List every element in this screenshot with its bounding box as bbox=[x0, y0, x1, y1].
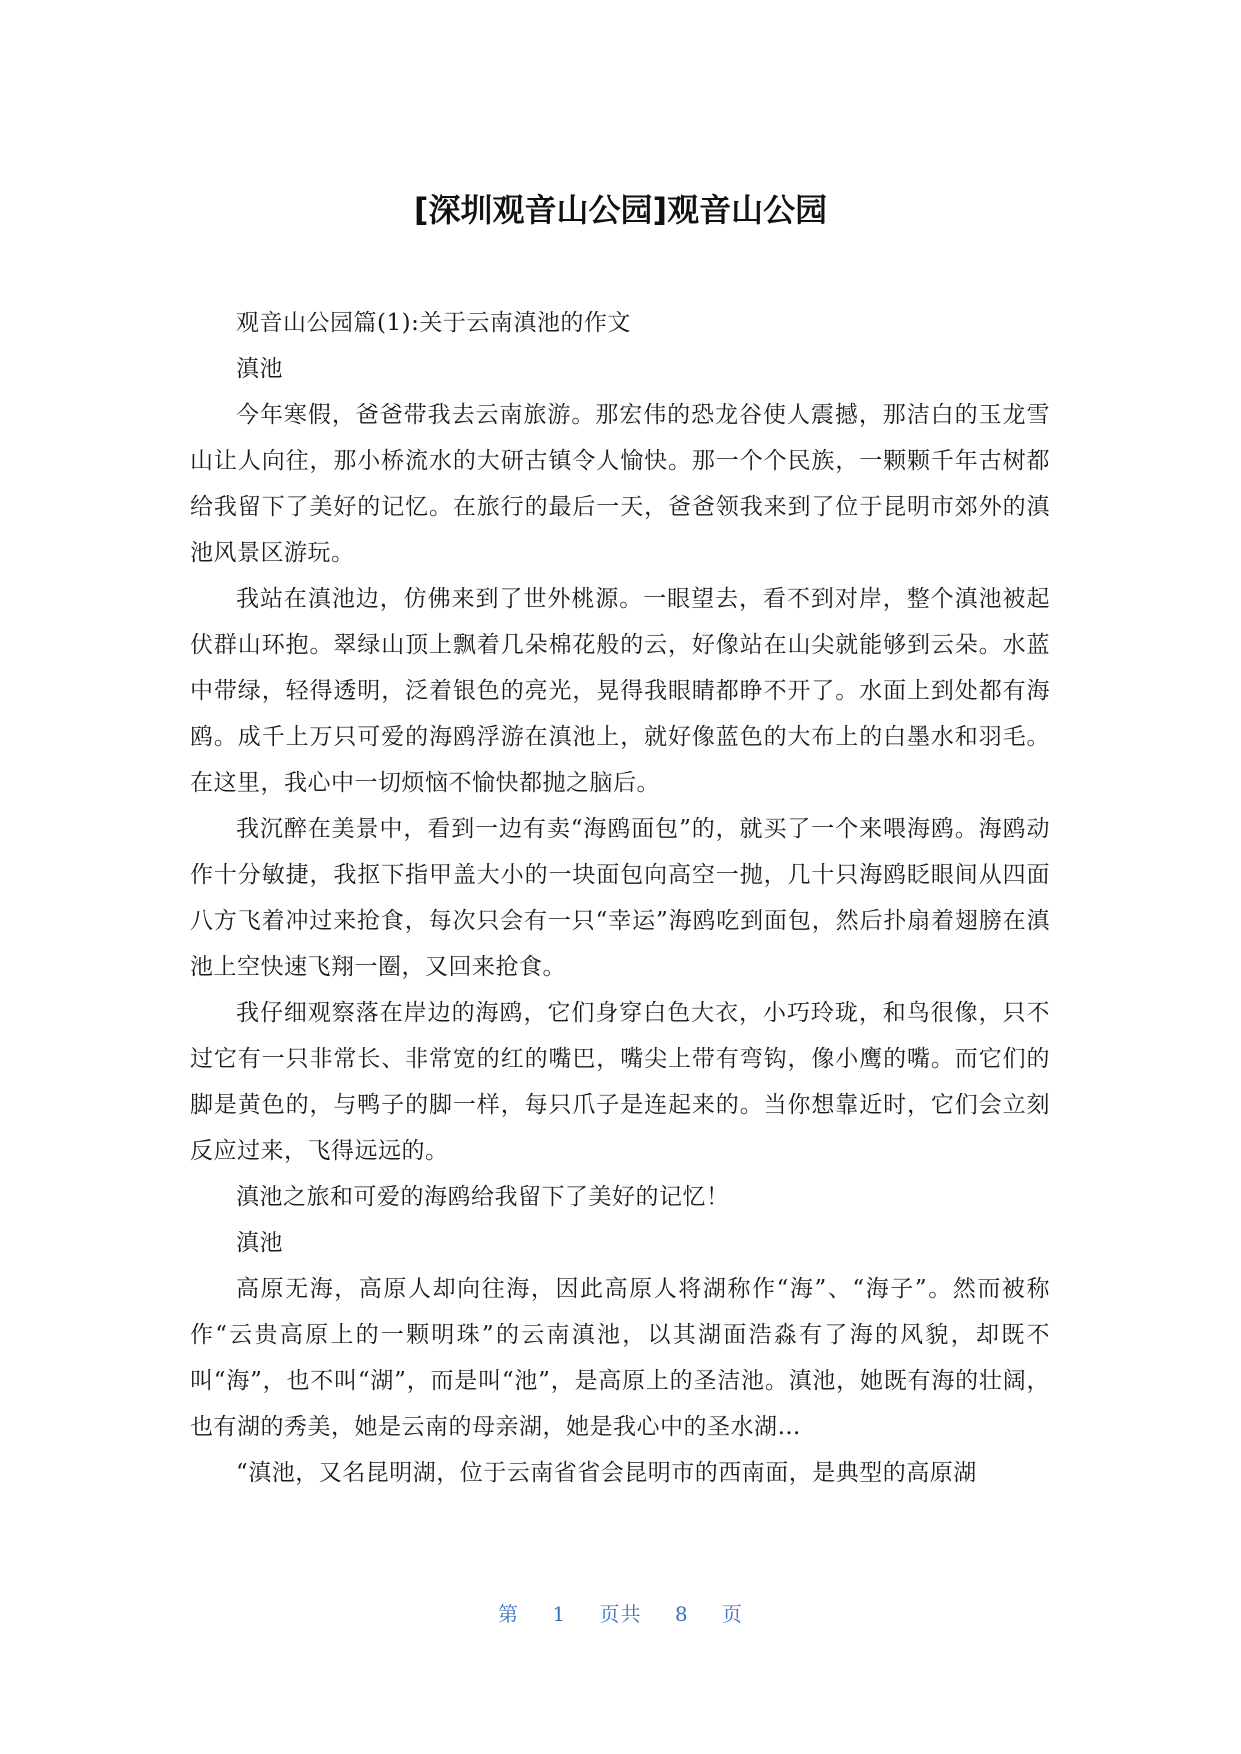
paragraph: “滇池，又名昆明湖，位于云南省省会昆明市的西南面，是典型的高原湖 bbox=[236, 1460, 977, 1486]
total-pages-number: 8 bbox=[674, 1602, 689, 1626]
paragraph: 我仔细观察落在岸边的海鸥，它们身穿白色大衣，小巧玲珑，和鸟很像，只不过它有一只非常长、非常宽的红的嘴巴，嘴尖上带有弯钩，像小鹰的嘴。而它们的脚是黄色的，与鸭子的脚一样，每只爪子是连起来的。当你想靠近时，它们会立刻反应过来，飞得远远的。 bbox=[190, 1000, 1050, 1164]
paragraph: 滇池之旅和可爱的海鸥给我留下了美好的记忆！ bbox=[236, 1184, 730, 1210]
page-label-suffix: 页 bbox=[721, 1602, 743, 1626]
paragraph: 我沉醉在美景中，看到一边有卖“海鸥面包”的，就买了一个来喂海鸥。海鸥动作十分敏捷，我抠下指甲盖大小的一块面包向高空一抛，几十只海鸥眨眼间从四面八方飞着冲过来抢食，每次只会有一只“幸运”海鸥吃到面包，然后扑扇着翅膀在滇池上空快速飞翔一圈，又回来抢食。 bbox=[190, 816, 1050, 980]
document-body bbox=[190, 300, 1050, 1496]
document-title: [深圳观音山公园]观音山公园 bbox=[413, 191, 828, 229]
paragraph: 我站在滇池边，仿佛来到了世外桃源。一眼望去，看不到对岸，整个滇池被起伏群山环抱。翠绿山顶上飘着几朵棉花般的云，好像站在山尖就能够到云朵。水蓝中带绿，轻得透明，泛着银色的亮光，晃得我眼睛都睁不开了。水面上到处都有海鸥。成千上万只可爱的海鸥浮游在滇池上，就好像蓝色的大布上的白墨水和羽毛。在这里，我心中一切烦恼不愉快都抛之脑后。 bbox=[190, 586, 1050, 796]
paragraph: 观音山公园篇(1):关于云南滇池的作文 bbox=[236, 310, 631, 336]
paragraph: 今年寒假，爸爸带我去云南旅游。那宏伟的恐龙谷使人震撼，那洁白的玉龙雪山让人向往，那小桥流水的大研古镇令人愉快。那一个个民族，一颗颗千年古树都给我留下了美好的记忆。在旅行的最后一天，爸爸领我来到了位于昆明市郊外的滇池风景区游玩。 bbox=[190, 402, 1050, 566]
current-page-number: 1 bbox=[552, 1602, 567, 1626]
paragraph: 滇池 bbox=[236, 1230, 283, 1256]
page-label-prefix: 第 bbox=[498, 1602, 520, 1626]
page-label-middle: 页共 bbox=[599, 1602, 642, 1626]
paragraph: 高原无海，高原人却向往海，因此高原人将湖称作“海”、“海子”。然而被称作“云贵高原上的一颗明珠”的云南滇池，以其湖面浩淼有了海的风貌，却既不叫“海”，也不叫“湖”，而是叫“池”，是高原上的圣洁池。滇池，她既有海的壮阔，也有湖的秀美，她是云南的母亲湖，她是我心中的圣水湖… bbox=[190, 1276, 1050, 1440]
paragraph: 滇池 bbox=[236, 356, 283, 382]
page-footer bbox=[0, 1598, 1241, 1627]
